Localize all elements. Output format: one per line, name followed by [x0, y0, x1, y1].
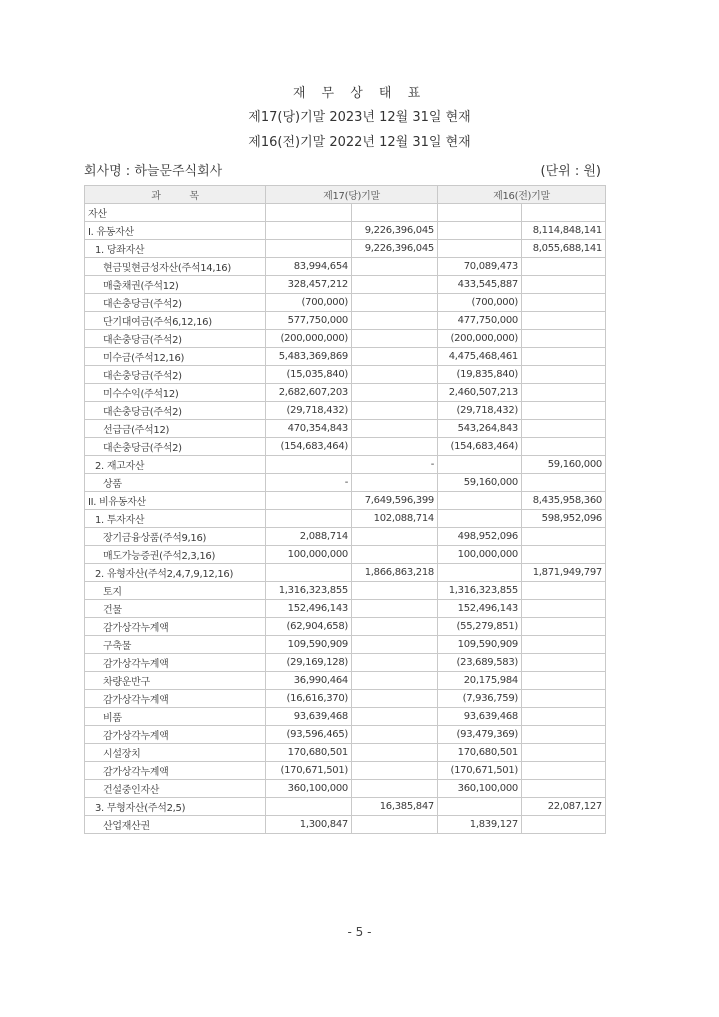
current-total-cell [352, 816, 438, 834]
prior-detail-cell: (23,689,583) [438, 654, 522, 672]
prior-detail-cell: 100,000,000 [438, 546, 522, 564]
table-row [85, 474, 606, 492]
prior-total-cell [522, 546, 606, 564]
account-cell: 대손충당금(주석2) [85, 294, 266, 312]
table-row [85, 222, 606, 240]
current-total-cell [352, 294, 438, 312]
current-total-cell [352, 330, 438, 348]
current-detail-cell: 83,994,654 [266, 258, 352, 276]
prior-detail-cell: 543,264,843 [438, 420, 522, 438]
table-row [85, 492, 606, 510]
prior-total-cell: 8,435,958,360 [522, 492, 606, 510]
prior-detail-cell: 360,100,000 [438, 780, 522, 798]
account-cell: 매도가능증권(주석2,3,16) [85, 546, 266, 564]
prior-total-cell [522, 366, 606, 384]
table-row [85, 510, 606, 528]
current-detail-cell: (154,683,464) [266, 438, 352, 456]
table-row [85, 258, 606, 276]
prior-total-cell [522, 762, 606, 780]
period-current: 제17(당)기말 2023년 12월 31일 현재 [248, 110, 471, 125]
prior-total-cell [522, 420, 606, 438]
account-cell: 구축물 [85, 636, 266, 654]
current-total-cell [352, 312, 438, 330]
table-row [85, 348, 606, 366]
prior-detail-cell: (19,835,840) [438, 366, 522, 384]
period-prior: 제16(전)기말 2022년 12월 31일 현재 [248, 135, 471, 150]
current-total-cell [352, 618, 438, 636]
prior-detail-cell [438, 564, 522, 582]
current-total-cell [352, 654, 438, 672]
current-detail-cell: (93,596,465) [266, 726, 352, 744]
prior-detail-cell: 109,590,909 [438, 636, 522, 654]
table-row [85, 780, 606, 798]
account-cell: 감가상각누계액 [85, 726, 266, 744]
account-cell: II. 비유동자산 [85, 492, 266, 510]
header-current-period: 제17(당)기말 [266, 186, 438, 204]
current-total-cell: 102,088,714 [352, 510, 438, 528]
account-cell: 토지 [85, 582, 266, 600]
prior-detail-cell: (7,936,759) [438, 690, 522, 708]
current-detail-cell [266, 510, 352, 528]
table-row [85, 582, 606, 600]
current-detail-cell: 109,590,909 [266, 636, 352, 654]
prior-total-cell: 8,114,848,141 [522, 222, 606, 240]
current-detail-cell [266, 456, 352, 474]
header-prior-period: 제16(전)기말 [438, 186, 606, 204]
current-total-cell [352, 402, 438, 420]
prior-detail-cell [438, 798, 522, 816]
current-total-cell [352, 780, 438, 798]
table-row [85, 564, 606, 582]
prior-detail-cell: 70,089,473 [438, 258, 522, 276]
prior-total-cell: 22,087,127 [522, 798, 606, 816]
prior-detail-cell: (700,000) [438, 294, 522, 312]
prior-total-cell [522, 600, 606, 618]
account-cell: 산업재산권 [85, 816, 266, 834]
table-row [85, 276, 606, 294]
page-number: - 5 - [347, 925, 372, 939]
current-detail-cell: 1,300,847 [266, 816, 352, 834]
current-detail-cell [266, 492, 352, 510]
prior-detail-cell: (29,718,432) [438, 402, 522, 420]
account-cell: 장기금융상품(주석9,16) [85, 528, 266, 546]
prior-total-cell [522, 780, 606, 798]
prior-detail-cell: 1,316,323,855 [438, 582, 522, 600]
prior-detail-cell: (154,683,464) [438, 438, 522, 456]
table-row [85, 798, 606, 816]
prior-detail-cell [438, 240, 522, 258]
account-cell: 대손충당금(주석2) [85, 330, 266, 348]
prior-detail-cell [438, 510, 522, 528]
prior-detail-cell: 433,545,887 [438, 276, 522, 294]
table-row [85, 744, 606, 762]
current-detail-cell: (62,904,658) [266, 618, 352, 636]
table-body [85, 204, 606, 834]
account-cell: 현금및현금성자산(주석14,16) [85, 258, 266, 276]
current-total-cell [352, 366, 438, 384]
prior-detail-cell [438, 222, 522, 240]
prior-total-cell [522, 438, 606, 456]
current-detail-cell: 170,680,501 [266, 744, 352, 762]
prior-total-cell [522, 708, 606, 726]
current-detail-cell: 2,682,607,203 [266, 384, 352, 402]
prior-total-cell [522, 690, 606, 708]
current-total-cell: 9,226,396,045 [352, 240, 438, 258]
account-cell: 자산 [85, 204, 266, 222]
current-detail-cell: 470,354,843 [266, 420, 352, 438]
prior-detail-cell: (200,000,000) [438, 330, 522, 348]
current-total-cell [352, 276, 438, 294]
prior-total-cell [522, 348, 606, 366]
current-detail-cell: (29,169,128) [266, 654, 352, 672]
company-name: 회사명 : 하늘문주식회사 [84, 164, 223, 179]
current-detail-cell [266, 204, 352, 222]
current-total-cell [352, 420, 438, 438]
account-cell: 시설장치 [85, 744, 266, 762]
table-row [85, 312, 606, 330]
table-row [85, 708, 606, 726]
prior-total-cell [522, 276, 606, 294]
account-cell: 미수금(주석12,16) [85, 348, 266, 366]
current-detail-cell: (200,000,000) [266, 330, 352, 348]
prior-detail-cell [438, 456, 522, 474]
prior-detail-cell: 170,680,501 [438, 744, 522, 762]
account-cell: 대손충당금(주석2) [85, 366, 266, 384]
table-row [85, 330, 606, 348]
header-account: 과 목 [85, 186, 266, 204]
table-row [85, 600, 606, 618]
current-total-cell [352, 600, 438, 618]
table-row [85, 456, 606, 474]
table-header-row [85, 186, 606, 204]
prior-total-cell [522, 204, 606, 222]
prior-total-cell: 1,871,949,797 [522, 564, 606, 582]
account-cell: 감가상각누계액 [85, 762, 266, 780]
current-detail-cell [266, 222, 352, 240]
account-cell: 매출채권(주석12) [85, 276, 266, 294]
table-row [85, 240, 606, 258]
prior-detail-cell: 20,175,984 [438, 672, 522, 690]
account-cell: 감가상각누계액 [85, 654, 266, 672]
prior-total-cell [522, 402, 606, 420]
table-row [85, 420, 606, 438]
table-row [85, 402, 606, 420]
prior-total-cell [522, 384, 606, 402]
account-cell: 미수수익(주석12) [85, 384, 266, 402]
prior-total-cell [522, 744, 606, 762]
current-detail-cell: 360,100,000 [266, 780, 352, 798]
table-row [85, 438, 606, 456]
prior-total-cell [522, 528, 606, 546]
prior-total-cell: 598,952,096 [522, 510, 606, 528]
prior-detail-cell: 59,160,000 [438, 474, 522, 492]
account-cell: 3. 무형자산(주석2,5) [85, 798, 266, 816]
prior-total-cell [522, 312, 606, 330]
current-detail-cell: 152,496,143 [266, 600, 352, 618]
prior-detail-cell [438, 492, 522, 510]
account-cell: 비품 [85, 708, 266, 726]
prior-total-cell [522, 618, 606, 636]
table-row [85, 636, 606, 654]
prior-total-cell [522, 672, 606, 690]
current-total-cell [352, 726, 438, 744]
prior-total-cell [522, 258, 606, 276]
current-detail-cell: (170,671,501) [266, 762, 352, 780]
prior-total-cell [522, 330, 606, 348]
account-cell: 선급금(주석12) [85, 420, 266, 438]
prior-detail-cell: 152,496,143 [438, 600, 522, 618]
prior-detail-cell: 93,639,468 [438, 708, 522, 726]
table-row [85, 816, 606, 834]
table-row [85, 384, 606, 402]
current-total-cell [352, 204, 438, 222]
account-cell: 감가상각누계액 [85, 690, 266, 708]
current-detail-cell: 5,483,369,869 [266, 348, 352, 366]
prior-detail-cell: (93,479,369) [438, 726, 522, 744]
prior-detail-cell: 4,475,468,461 [438, 348, 522, 366]
table-row [85, 726, 606, 744]
prior-total-cell [522, 816, 606, 834]
current-detail-cell: 1,316,323,855 [266, 582, 352, 600]
account-cell: 차량운반구 [85, 672, 266, 690]
current-detail-cell: (15,035,840) [266, 366, 352, 384]
current-total-cell [352, 582, 438, 600]
table-row [85, 528, 606, 546]
account-cell: 1. 당좌자산 [85, 240, 266, 258]
prior-detail-cell: 1,839,127 [438, 816, 522, 834]
table-row [85, 654, 606, 672]
account-cell: 감가상각누계액 [85, 618, 266, 636]
current-total-cell [352, 474, 438, 492]
balance-sheet-table [84, 185, 606, 834]
account-cell: 1. 투자자산 [85, 510, 266, 528]
table-row [85, 546, 606, 564]
unit-label: (단위 : 원) [540, 164, 601, 179]
table-row [85, 294, 606, 312]
current-total-cell [352, 690, 438, 708]
current-total-cell [352, 438, 438, 456]
prior-total-cell [522, 474, 606, 492]
current-detail-cell: (29,718,432) [266, 402, 352, 420]
current-total-cell [352, 636, 438, 654]
table-row [85, 618, 606, 636]
prior-total-cell [522, 726, 606, 744]
current-detail-cell: 2,088,714 [266, 528, 352, 546]
account-cell: 2. 재고자산 [85, 456, 266, 474]
prior-total-cell [522, 294, 606, 312]
table-row [85, 690, 606, 708]
current-total-cell [352, 708, 438, 726]
current-total-cell: - [352, 456, 438, 474]
prior-detail-cell: 2,460,507,213 [438, 384, 522, 402]
current-total-cell: 7,649,596,399 [352, 492, 438, 510]
current-total-cell [352, 348, 438, 366]
prior-total-cell [522, 636, 606, 654]
current-total-cell [352, 744, 438, 762]
table-row [85, 366, 606, 384]
current-detail-cell: 577,750,000 [266, 312, 352, 330]
current-detail-cell: - [266, 474, 352, 492]
current-total-cell: 9,226,396,045 [352, 222, 438, 240]
current-detail-cell: 100,000,000 [266, 546, 352, 564]
current-detail-cell: (16,616,370) [266, 690, 352, 708]
account-cell: 건설중인자산 [85, 780, 266, 798]
prior-total-cell [522, 654, 606, 672]
current-detail-cell [266, 564, 352, 582]
table-row [85, 672, 606, 690]
current-total-cell [352, 672, 438, 690]
current-detail-cell [266, 240, 352, 258]
prior-detail-cell: (55,279,851) [438, 618, 522, 636]
current-total-cell [352, 762, 438, 780]
account-cell: 2. 유형자산(주석2,4,7,9,12,16) [85, 564, 266, 582]
prior-detail-cell: (170,671,501) [438, 762, 522, 780]
current-total-cell [352, 384, 438, 402]
prior-total-cell [522, 582, 606, 600]
prior-total-cell: 8,055,688,141 [522, 240, 606, 258]
account-cell: 상품 [85, 474, 266, 492]
current-total-cell [352, 528, 438, 546]
account-cell: I. 유동자산 [85, 222, 266, 240]
current-total-cell: 16,385,847 [352, 798, 438, 816]
current-detail-cell: 93,639,468 [266, 708, 352, 726]
prior-detail-cell: 477,750,000 [438, 312, 522, 330]
current-total-cell [352, 546, 438, 564]
table-row [85, 204, 606, 222]
current-detail-cell [266, 798, 352, 816]
account-cell: 대손충당금(주석2) [85, 402, 266, 420]
table-row [85, 762, 606, 780]
prior-detail-cell [438, 204, 522, 222]
statement-title: 재 무 상 태 표 [292, 86, 427, 101]
prior-detail-cell: 498,952,096 [438, 528, 522, 546]
account-cell: 대손충당금(주석2) [85, 438, 266, 456]
account-cell: 단기대여금(주석6,12,16) [85, 312, 266, 330]
current-total-cell: 1,866,863,218 [352, 564, 438, 582]
current-total-cell [352, 258, 438, 276]
current-detail-cell: 36,990,464 [266, 672, 352, 690]
current-detail-cell: 328,457,212 [266, 276, 352, 294]
account-cell: 건물 [85, 600, 266, 618]
current-detail-cell: (700,000) [266, 294, 352, 312]
prior-total-cell: 59,160,000 [522, 456, 606, 474]
